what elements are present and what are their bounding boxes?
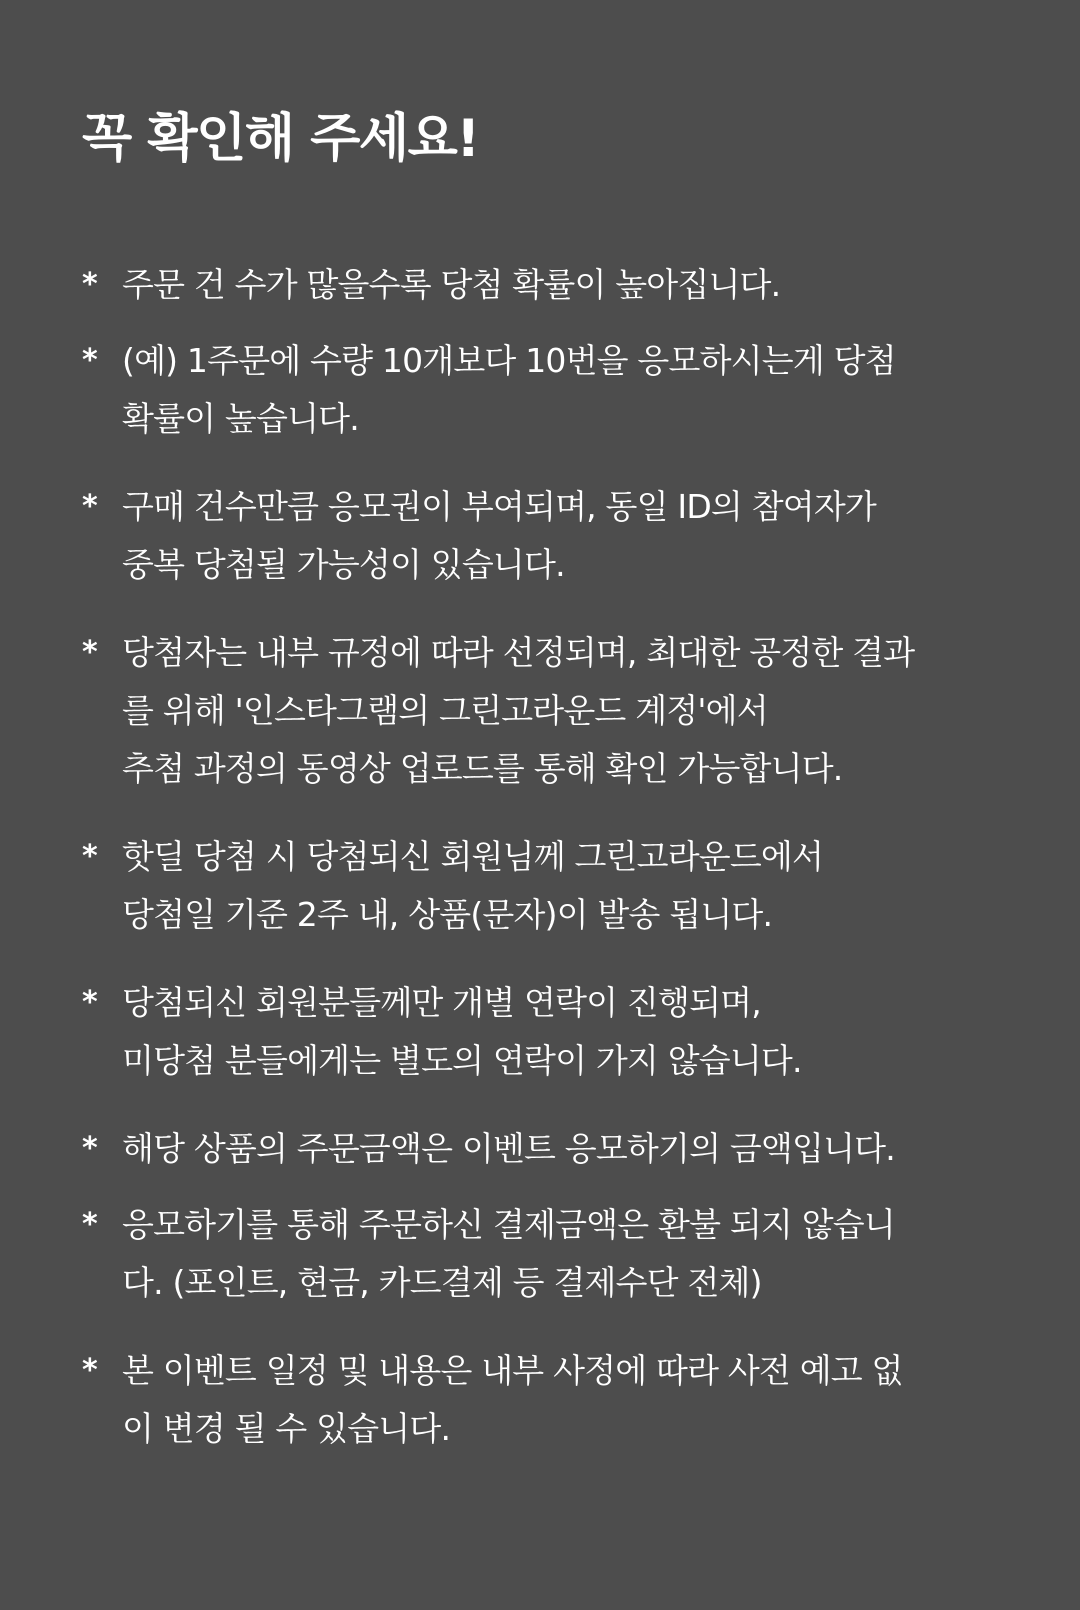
asterisk-icon: * bbox=[82, 343, 97, 378]
asterisk-icon: * bbox=[82, 635, 97, 670]
notice-text bbox=[122, 1196, 1020, 1312]
notice-item bbox=[82, 1196, 1020, 1312]
notice-line: 이 변경 될 수 있습니다. bbox=[122, 1409, 451, 1448]
notice-line: 본 이벤트 일정 및 내용은 내부 사정에 따라 사전 예고 없 bbox=[122, 1351, 903, 1390]
notice-item bbox=[82, 974, 1020, 1090]
asterisk-icon: * bbox=[82, 985, 97, 1020]
asterisk-icon: * bbox=[82, 489, 97, 524]
notice-line: 주문 건 수가 많을수록 당첨 확률이 높아집니다. bbox=[122, 265, 781, 304]
notice-item bbox=[82, 828, 1020, 944]
notice-text bbox=[122, 256, 1020, 314]
notice-text bbox=[122, 974, 1020, 1090]
notice-line: 구매 건수만큼 응모권이 부여되며, 동일 ID의 참여자가 bbox=[122, 487, 877, 526]
notice-text bbox=[122, 478, 1020, 594]
notice-list bbox=[82, 256, 1020, 1458]
notice-line: 응모하기를 통해 주문하신 결제금액은 환불 되지 않습니 bbox=[122, 1205, 895, 1244]
notice-line: (예) 1주문에 수량 10개보다 10번을 응모하시는게 당첨 bbox=[122, 341, 896, 380]
notice-line: 중복 당첨될 가능성이 있습니다. bbox=[122, 545, 565, 584]
asterisk-icon: * bbox=[82, 1353, 97, 1388]
notice-item bbox=[82, 1342, 1020, 1458]
notice-text bbox=[122, 1342, 1020, 1458]
notice-line: 확률이 높습니다. bbox=[122, 399, 359, 438]
notice-text bbox=[122, 332, 1020, 448]
notice-item bbox=[82, 1120, 1020, 1178]
notice-line: 당첨일 기준 2주 내, 상품(문자)이 발송 됩니다. bbox=[122, 895, 773, 934]
notice-item bbox=[82, 332, 1020, 448]
notice-text bbox=[122, 624, 1020, 798]
asterisk-icon: * bbox=[82, 839, 97, 874]
notice-line: 당첨자는 내부 규정에 따라 선정되며, 최대한 공정한 결과 bbox=[122, 633, 915, 672]
notice-item bbox=[82, 624, 1020, 798]
asterisk-icon: * bbox=[82, 267, 97, 302]
notice-line: 추첨 과정의 동영상 업로드를 통해 확인 가능합니다. bbox=[122, 749, 843, 788]
notice-text bbox=[122, 1120, 1020, 1178]
notice-title: 꼭 확인해 주세요! bbox=[82, 109, 479, 169]
notice-line: 당첨되신 회원분들께만 개별 연락이 진행되며, bbox=[122, 983, 761, 1022]
notice-line: 핫딜 당첨 시 당첨되신 회원님께 그린고라운드에서 bbox=[122, 837, 824, 876]
notice-line: 미당첨 분들에게는 별도의 연락이 가지 않습니다. bbox=[122, 1041, 802, 1080]
notice-line: 다. (포인트, 현금, 카드결제 등 결제수단 전체) bbox=[122, 1263, 762, 1302]
notice-item bbox=[82, 256, 1020, 314]
asterisk-icon: * bbox=[82, 1207, 97, 1242]
asterisk-icon: * bbox=[82, 1131, 97, 1166]
notice-line: 를 위해 '인스타그램의 그린고라운드 계정'에서 bbox=[122, 691, 768, 730]
notice-item bbox=[82, 478, 1020, 594]
notice-line: 해당 상품의 주문금액은 이벤트 응모하기의 금액입니다. bbox=[122, 1129, 895, 1168]
notice-text bbox=[122, 828, 1020, 944]
